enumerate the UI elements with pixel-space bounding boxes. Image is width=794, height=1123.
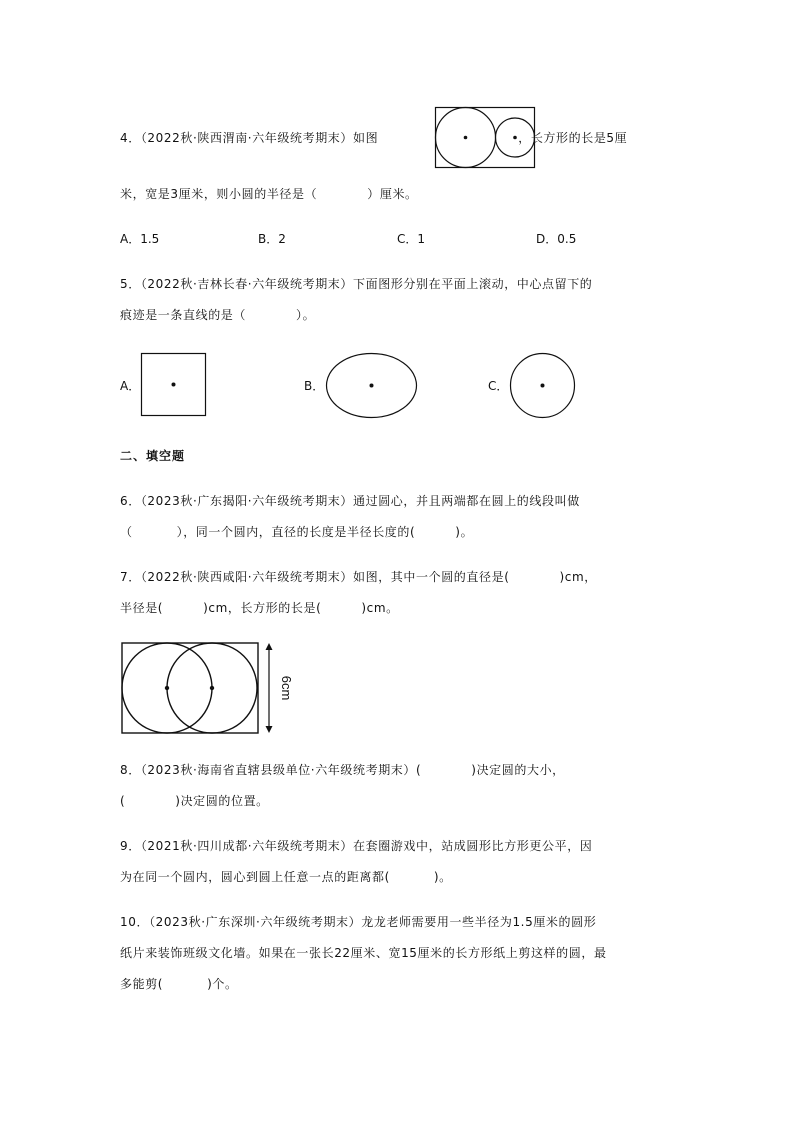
q5-square-center xyxy=(172,383,176,387)
q7-line2: 半径是( )cm，长方形的长是( )cm。 xyxy=(120,601,399,615)
q4-line1: 4．（2022秋·陕西渭南·六年级统考期末）如图 ，长方形的长是5厘 xyxy=(120,131,628,145)
q7-left-center xyxy=(165,686,169,690)
q5-circle-figure xyxy=(510,353,576,419)
q4-small-circle-center xyxy=(513,136,517,140)
q10-line3: 多能剪( )个。 xyxy=(120,977,238,991)
q5-line2: 痕迹是一条直线的是（ ）。 xyxy=(120,308,316,322)
q8-line1: 8．（2023秋·海南省直辖县级单位·六年级统考期末）( )决定圆的大小， xyxy=(120,763,565,777)
q4-big-circle-center xyxy=(464,136,468,140)
q9-line1: 9．（2021秋·四川成都·六年级统考期末）在套圈游戏中，站成圆形比方形更公平，因 xyxy=(120,839,593,853)
q10-line2: 纸片来装饰班级文化墙。如果在一张长22厘米、宽15厘米的长方形纸上剪这样的圆，最 xyxy=(120,946,607,960)
q7-rectangle xyxy=(122,643,258,733)
q7-right-center xyxy=(210,686,214,690)
q4-option-b[interactable]: B．2 xyxy=(258,232,286,246)
q7-line1: 7．（2022秋·陕西咸阳·六年级统考期末）如图，其中一个圆的直径是( )cm， xyxy=(120,570,597,584)
q8-line2: ( )决定圆的位置。 xyxy=(120,794,269,808)
q5-label-b[interactable]: B． xyxy=(304,379,325,393)
q4-rectangle xyxy=(436,108,535,168)
q7-dimension-arrow-bottom xyxy=(266,726,273,733)
q5-label-a[interactable]: A． xyxy=(120,379,141,393)
q5-square-figure xyxy=(141,353,207,417)
q4-option-a[interactable]: A．1.5 xyxy=(120,232,160,246)
q6-line1: 6．（2023秋·广东揭阳·六年级统考期末）通过圆心，并且两端都在圆上的线段叫做 xyxy=(120,494,580,508)
q4-line2: 米，宽是3厘米，则小圆的半径是（ ）厘米。 xyxy=(120,187,418,201)
q5-circle-center xyxy=(541,384,545,388)
q5-ellipse-figure xyxy=(326,353,418,419)
q4-rectangle-circles-figure xyxy=(435,107,535,169)
q6-line2: （ ），同一个圆内，直径的长度是半径长度的( )。 xyxy=(120,525,474,539)
q7-dimension-arrow-top xyxy=(266,643,273,650)
q9-line2: 为在同一个圆内，圆心到圆上任意一点的距离都( )。 xyxy=(120,870,452,884)
section-heading-fill-in: 二、填空题 xyxy=(120,449,186,463)
q5-ellipse-center xyxy=(370,384,374,388)
q4-option-c[interactable]: C．1 xyxy=(397,232,426,246)
q5-line1: 5．（2022秋·吉林长春·六年级统考期末）下面图形分别在平面上滚动，中心点留下的 xyxy=(120,277,593,291)
q5-label-c[interactable]: C． xyxy=(488,379,509,393)
q10-line1: 10．（2023秋·广东深圳·六年级统考期末）龙龙老师需要用一些半径为1.5厘米的圆形 xyxy=(120,915,597,929)
q7-two-circles-figure xyxy=(121,642,294,736)
q4-option-d[interactable]: D．0.5 xyxy=(536,232,577,246)
q7-dimension-label: 6cm xyxy=(279,675,294,701)
